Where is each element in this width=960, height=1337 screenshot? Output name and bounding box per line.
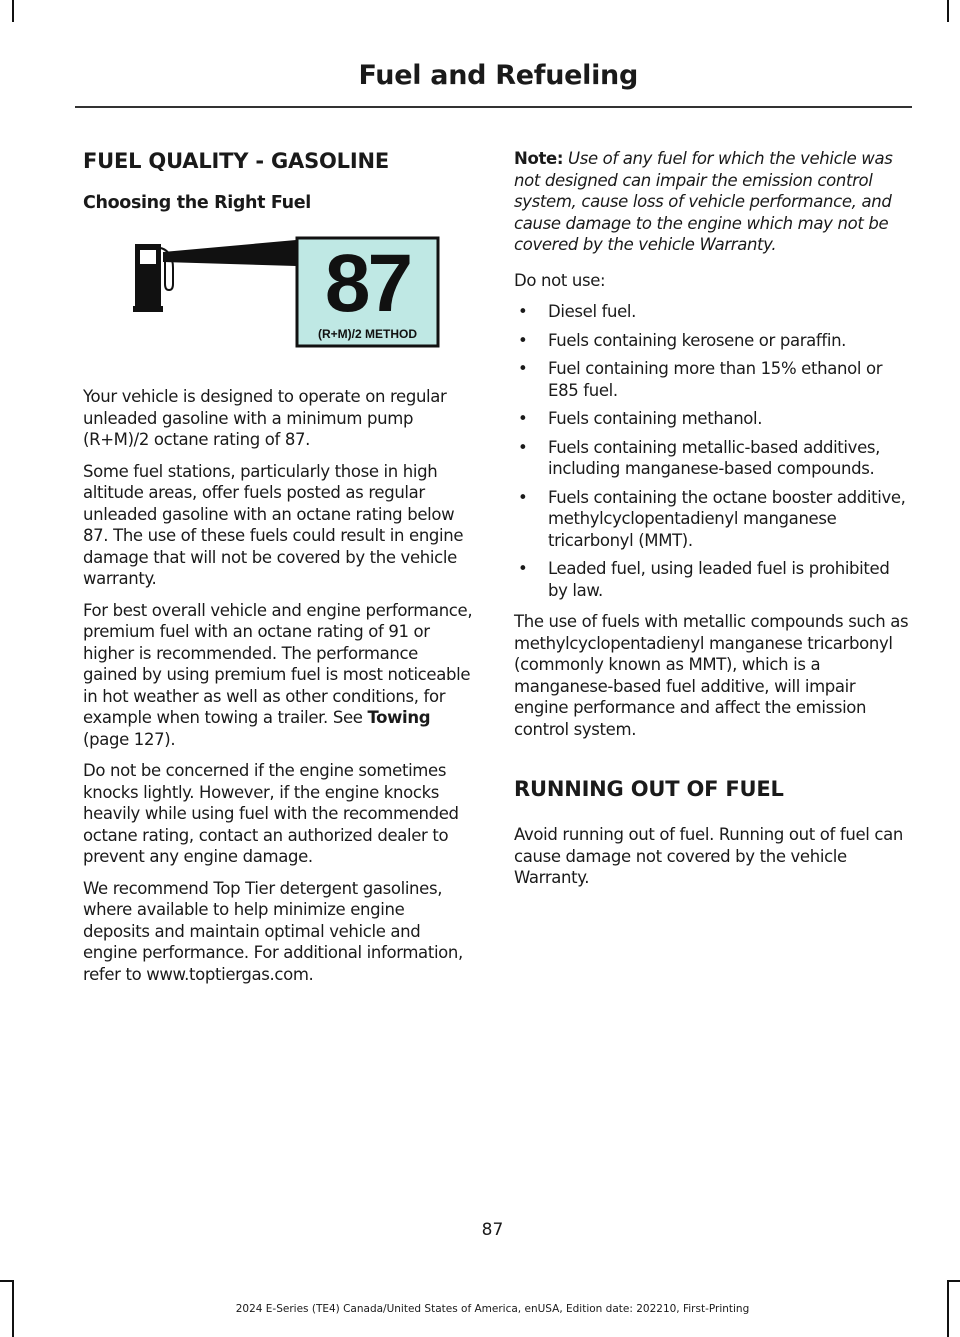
paragraph-text: For best overall vehicle and engine performance, premium fuel with an octane rating of 91 or higher is recommended. The performance gained by using premium fuel is most noticeable in hot weather as well as other conditions, for example when towing a trailer. See <box>83 600 473 727</box>
crop-mark-bottom-right-h <box>947 1280 960 1282</box>
crop-mark-top-left <box>12 0 14 22</box>
paragraph: We recommend Top Tier detergent gasolines, where available to help minimize engine deposits and maintain optimal vehicle and engine performance. For additional information, refer to www.toptiergas.com. <box>83 878 463 984</box>
page-reference: (page 127). <box>83 729 176 749</box>
list-item: • Fuels containing metallic-based additives, including manganese-based compounds. <box>514 437 910 480</box>
do-not-use-list <box>514 301 910 601</box>
note-paragraph <box>514 148 910 256</box>
footer-text: 2024 E-Series (TE4) Canada/United States of America, enUSA, Edition date: 202210, First-Printing <box>235 1303 750 1315</box>
paragraph: Do not use: <box>514 270 606 290</box>
paragraph: Do not be concerned if the engine sometimes knocks lightly. However, if the engine knocks heavily while using fuel with the recommended octane rating, contact an authorized dealer to prevent any engine damage. <box>83 761 459 866</box>
paragraph: The use of fuels with metallic compounds such as methylcyclopentadienyl manganese tricarbonyl (commonly known as MMT), which is a manganese-based fuel additive, will impair engine performance and affect the emission control system. <box>514 612 909 739</box>
paragraph: Some fuel stations, particularly those in high altitude areas, offer fuels posted as regular unleaded gasoline with an octane rating below 87. The use of these fuels could result in engine damage that will not be covered by the vehicle warranty. <box>83 461 464 588</box>
right-column <box>514 148 910 899</box>
list-item: • Fuels containing kerosene or paraffin. <box>514 330 910 352</box>
page-header-title: Fuel and Refueling <box>358 60 638 91</box>
paragraph <box>83 600 475 751</box>
paragraph: Your vehicle is designed to operate on regular unleaded gasoline with a minimum pump (R+M)/2 octane rating of 87. <box>83 387 447 449</box>
list-item: • Fuel containing more than 15% ethanol or E85 fuel. <box>514 358 910 401</box>
note-text: Use of any fuel for which the vehicle was not designed can impair the emission control system, cause loss of vehicle performance, and cause damage to the engine which may not be covered by the vehicle Warranty. <box>514 149 893 254</box>
list-item: • Leaded fuel, using leaded fuel is prohibited by law. <box>514 558 910 601</box>
header-divider <box>75 106 912 108</box>
list-item: • Fuels containing the octane booster additive, methylcyclopentadienyl manganese tricarbonyl (MMT). <box>514 487 910 552</box>
section-heading: FUEL QUALITY - GASOLINE <box>83 149 389 173</box>
crop-mark-top-right <box>947 0 949 22</box>
subsection-heading: Choosing the Right Fuel <box>83 193 311 213</box>
paragraph: Avoid running out of fuel. Running out of fuel can cause damage not covered by the vehicle Warranty. <box>514 825 903 887</box>
list-item: • Fuels containing methanol. <box>514 408 910 430</box>
section-heading: RUNNING OUT OF FUEL <box>514 777 784 801</box>
octane-method-label: (R+M)/2 METHOD <box>318 327 417 341</box>
crop-mark-bottom-left-h <box>0 1280 14 1282</box>
octane-number: 87 <box>324 238 411 329</box>
note-label: Note: <box>514 149 564 168</box>
page-number: 87 <box>481 1220 504 1240</box>
towing-link[interactable]: Towing <box>367 708 431 727</box>
octane-rating-figure <box>83 234 475 364</box>
list-item: • Diesel fuel. <box>514 301 910 323</box>
left-column <box>83 140 475 995</box>
